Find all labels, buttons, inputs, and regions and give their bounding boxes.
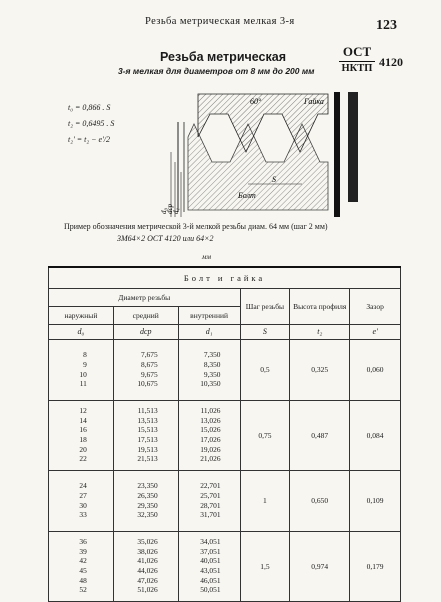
pitch-label: S xyxy=(272,175,276,184)
height-value: 0,487 xyxy=(290,400,350,470)
table-row xyxy=(49,470,401,531)
outer-list: 24 27 30 33 xyxy=(79,481,87,520)
inner-list: 7,350 8,350 9,350 10,350 xyxy=(200,350,221,389)
inner-list: 11,026 13,026 15,026 17,026 19,026 21,026 xyxy=(200,406,221,464)
standard-top: ОСТ xyxy=(339,44,375,62)
header-mean: средний xyxy=(113,306,178,324)
gap-value: 0,060 xyxy=(350,339,401,400)
table-row xyxy=(49,339,401,400)
mean-list: 23,350 26,350 29,350 32,350 xyxy=(137,481,158,520)
inner-list: 22,701 25,701 28,701 31,701 xyxy=(200,481,221,520)
header-gap: Зазор xyxy=(350,288,401,324)
table-banner: Болт и гайка xyxy=(49,267,401,288)
pitch-value: 1 xyxy=(240,470,290,531)
thread-profile-drawing xyxy=(160,92,363,217)
document-title: Резьба метрическая xyxy=(160,50,286,64)
header-outer: наружный xyxy=(49,306,114,324)
pitch-value: 0,75 xyxy=(240,400,290,470)
symbol-outer: d₀ xyxy=(49,324,114,339)
header-pitch: Шаг резьбы xyxy=(240,288,290,324)
right-bar-2 xyxy=(348,92,358,202)
formula-t0: t₀ = 0,866 . S xyxy=(68,103,111,112)
outer-list: 36 39 42 45 48 52 xyxy=(79,537,87,595)
gap-value: 0,109 xyxy=(350,470,401,531)
symbol-inner: d₁ xyxy=(178,324,240,339)
mean-list: 7,675 8,675 9,675 10,675 xyxy=(137,350,158,389)
dim-d0: d₀ xyxy=(160,208,168,214)
running-title: Резьба метрическая мелкая 3-я xyxy=(145,16,295,27)
symbol-mean: dср xyxy=(113,324,178,339)
page-number: 123 xyxy=(376,18,397,33)
standard-bottom: НКТП xyxy=(341,63,373,74)
formula-t2-prime: t₂' = t₂ − e'/2 xyxy=(68,135,110,144)
example-designation: 3М64×2 ОСТ 4120 или 64×2 xyxy=(117,234,214,243)
angle-label: 60° xyxy=(250,97,262,106)
height-value: 0,650 xyxy=(290,470,350,531)
example-text: Пример обозначения метрической 3-й мелкой резьбы диам. 64 мм (шаг 2 мм) xyxy=(64,222,328,231)
gap-value: 0,179 xyxy=(350,531,401,601)
outer-list: 12 14 16 18 20 22 xyxy=(79,406,87,464)
pitch-value: 0,5 xyxy=(240,339,290,400)
unit-label: мм xyxy=(202,253,211,261)
table-row xyxy=(49,400,401,470)
header-height: Высота профиля xyxy=(290,288,350,324)
symbol-height: t₂ xyxy=(290,324,350,339)
dim-d1: d₁ xyxy=(172,208,180,214)
table-row xyxy=(49,531,401,601)
bolt-section xyxy=(188,124,328,210)
thread-spec-table xyxy=(48,266,401,602)
formula-block xyxy=(68,100,114,148)
pitch-value: 1,5 xyxy=(240,531,290,601)
formula-t2: t₂ = 0,6495 . S xyxy=(68,119,115,128)
standard-number: 4120 xyxy=(379,55,403,69)
height-value: 0,974 xyxy=(290,531,350,601)
inner-list: 34,051 37,051 40,051 43,051 46,051 50,051 xyxy=(200,537,221,595)
gap-value: 0,084 xyxy=(350,400,401,470)
document-subtitle: 3-я мелкая для диаметров от 8 мм до 200 мм xyxy=(118,66,315,76)
mean-list: 35,026 38,026 41,026 44,026 47,026 51,026 xyxy=(137,537,158,595)
nut-label: Гайка xyxy=(304,97,324,106)
standard-stamp xyxy=(339,44,375,74)
outer-list: 8 9 10 11 xyxy=(79,350,87,389)
header-inner: внутренний xyxy=(178,306,240,324)
bolt-label: Болт xyxy=(238,191,256,200)
dim-dcp: dср xyxy=(166,203,174,214)
mean-list: 11,513 13,513 15,513 17,513 19,513 21,513 xyxy=(137,406,158,464)
symbol-gap: e' xyxy=(350,324,401,339)
right-bar-1 xyxy=(334,92,340,217)
height-value: 0,325 xyxy=(290,339,350,400)
header-diameter: Диаметр резьбы xyxy=(49,288,241,306)
symbol-pitch: S xyxy=(240,324,290,339)
